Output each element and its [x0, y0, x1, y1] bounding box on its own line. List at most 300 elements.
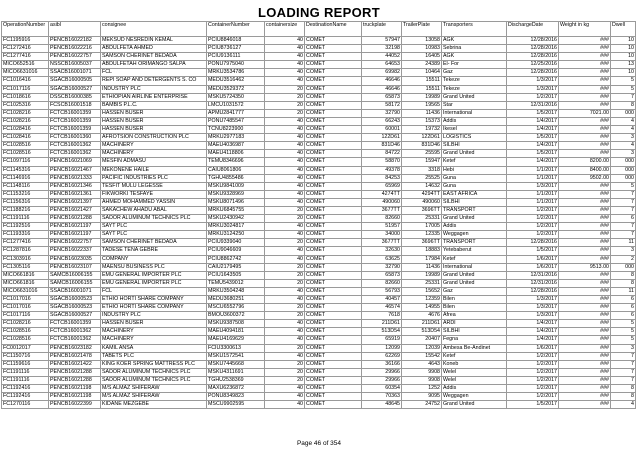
table-cell: 56793 — [362, 287, 402, 295]
table-cell: 12/28/2016 — [507, 287, 559, 295]
table-cell: 3 — [611, 344, 636, 352]
table-cell: 40 — [265, 328, 305, 336]
table-cell: COMET — [305, 198, 362, 206]
table-cell: 4274TT — [362, 190, 402, 198]
table-cell: MACHINERY — [101, 336, 207, 344]
table-cell: International — [442, 263, 507, 271]
table-cell: 10 — [611, 69, 636, 77]
table-cell: KAMIL ANSA — [101, 344, 207, 352]
table-row — [2, 296, 636, 304]
table-cell: ### — [559, 142, 611, 150]
table-cell: 20 — [265, 263, 305, 271]
table-cell: PACIFIC INDUSTRIES PLC — [101, 174, 207, 182]
table-cell: FC0012017 — [2, 344, 49, 352]
table-cell: COMET — [305, 320, 362, 328]
table-cell: BMOU3600372 — [207, 312, 265, 320]
table-row — [2, 182, 636, 190]
table-cell: FC1017116 — [2, 85, 49, 93]
column-header: Transporters — [442, 22, 507, 37]
table-cell: HASSEN BUSER — [101, 126, 207, 134]
table-cell: 25331 — [402, 279, 442, 287]
table-cell: 12/25/2016 — [507, 61, 559, 69]
table-cell: 14955 — [402, 304, 442, 312]
table-cell: 40 — [265, 223, 305, 231]
table-cell: 15511 — [402, 85, 442, 93]
table-cell: FCTCB16001362 — [49, 328, 101, 336]
column-header: asibl — [49, 22, 101, 37]
table-cell: MSKU4311691 — [207, 368, 265, 376]
table-cell: ### — [559, 45, 611, 53]
table-cell: 8400.00 — [559, 166, 611, 174]
table-cell: COMET — [305, 150, 362, 158]
table-cell: 6 — [611, 312, 636, 320]
table-cell: 40 — [265, 401, 305, 409]
table-cell: ### — [559, 37, 611, 45]
table-cell: M/S ALMAZ SHIFERAW — [101, 385, 207, 393]
table-cell: PENCB16022757 — [49, 53, 101, 61]
table-cell: 1/3/2017 — [507, 312, 559, 320]
table-cell: PENCB16021069 — [49, 158, 101, 166]
table-cell: MEDU3516462 — [207, 77, 265, 85]
table-cell: FCIU3300613 — [207, 344, 265, 352]
table-cell: FC1097116 — [2, 158, 49, 166]
table-cell: EAST AFRICA — [442, 190, 507, 198]
table-cell: 000 — [611, 109, 636, 117]
table-row — [2, 69, 636, 77]
table-cell: MACHINERY — [101, 142, 207, 150]
table-cell: 40 — [265, 287, 305, 295]
table-cell: MAEU4036987 — [207, 142, 265, 150]
table-cell: PENCB16022216 — [49, 45, 101, 53]
table-cell: FC1028516 — [2, 336, 49, 344]
table-cell: ### — [559, 401, 611, 409]
table-cell: PENCB16021333 — [49, 174, 101, 182]
table-cell: ### — [559, 296, 611, 304]
column-header: OperationNumber — [2, 22, 49, 37]
table-cell: 8 — [611, 385, 636, 393]
table-row — [2, 336, 636, 344]
table-row — [2, 150, 636, 158]
table-cell: COMET — [305, 93, 362, 101]
table-cell: FCL — [101, 287, 207, 295]
table-cell: COMET — [305, 190, 362, 198]
table-cell: FC1017016 — [2, 304, 49, 312]
table-cell: ### — [559, 69, 611, 77]
table-cell: 65873 — [362, 271, 402, 279]
table-cell: 40 — [265, 150, 305, 158]
table-cell: ### — [559, 53, 611, 61]
table-cell: 13058 — [402, 37, 442, 45]
table-cell: 1/2/2017 — [507, 223, 559, 231]
table-row — [2, 271, 636, 279]
table-cell: 1/5/2017 — [507, 134, 559, 142]
table-cell: 4676 — [402, 312, 442, 320]
table-row — [2, 45, 636, 53]
table-cell: FC1192416 — [2, 393, 49, 401]
table-cell: 490060 — [402, 198, 442, 206]
table-cell: PENCB16021467 — [49, 166, 101, 174]
table-cell: PONU7975040 — [207, 61, 265, 69]
table-cell: 7021.00 — [559, 109, 611, 117]
table-cell: FC1018616 — [2, 93, 49, 101]
table-cell: 14632 — [402, 182, 442, 190]
table-cell: PENCB16022757 — [49, 239, 101, 247]
table-cell: SGACB16000505 — [49, 77, 101, 85]
table-cell: ### — [559, 198, 611, 206]
table-cell: 44052 — [362, 53, 402, 61]
table-row — [2, 385, 636, 393]
table-cell: COMET — [305, 109, 362, 117]
table-cell: MAEU4094181 — [207, 328, 265, 336]
table-cell: TRANSPORT — [442, 239, 507, 247]
table-cell: PENCB16021397 — [49, 198, 101, 206]
table-cell: MRKU3504248 — [207, 287, 265, 295]
table-cell: 1/4/2017 — [507, 320, 559, 328]
table-cell: 40 — [265, 53, 305, 61]
table-cell: Ketef — [442, 352, 507, 360]
table-cell: FC1188216 — [2, 206, 49, 214]
table-cell: 46646 — [362, 85, 402, 93]
table-cell: 19732 — [402, 126, 442, 134]
table-cell: ### — [559, 85, 611, 93]
table-cell: COMET — [305, 393, 362, 401]
table-cell: COMET — [305, 368, 362, 376]
table-cell: COMET — [305, 231, 362, 239]
table-cell: Ketef — [442, 158, 507, 166]
table-cell: MSKU7445668 — [207, 360, 265, 368]
table-cell: Grand United — [442, 215, 507, 223]
table-cell: 12/28/2016 — [507, 37, 559, 45]
table-cell: 40 — [265, 117, 305, 125]
table-cell: FC1028516 — [2, 150, 49, 158]
table-cell: 19989 — [402, 93, 442, 101]
table-cell: FC1028216 — [2, 109, 49, 117]
table-cell: PCIU9136111 — [207, 53, 265, 61]
table-cell: ### — [559, 344, 611, 352]
table-cell: COMET — [305, 61, 362, 69]
table-cell: 20 — [265, 271, 305, 279]
table-cell: 11 — [611, 239, 636, 247]
table-cell: 10983 — [402, 45, 442, 53]
table-cell: 15511 — [402, 77, 442, 85]
table-cell: 12359 — [402, 296, 442, 304]
table-row — [2, 101, 636, 109]
table-cell: COMET — [305, 385, 362, 393]
table-row — [2, 53, 636, 61]
table-cell: 20 — [265, 239, 305, 247]
table-cell: 1/3/2017 — [507, 182, 559, 190]
table-cell: MSKU1572541 — [207, 352, 265, 360]
table-cell: 211D61 — [362, 320, 402, 328]
column-header: TrailerPlate — [402, 22, 442, 37]
table-cell: 32790 — [362, 109, 402, 117]
table-cell: 1/6/2017 — [507, 263, 559, 271]
table-cell: MRKU3124250 — [207, 231, 265, 239]
table-cell: FC1016416 — [2, 77, 49, 85]
table-row — [2, 393, 636, 401]
table-cell: FCTCB16001359 — [49, 320, 101, 328]
table-cell: Grand United — [442, 401, 507, 409]
table-cell: PCIU8736127 — [207, 45, 265, 53]
table-cell: 12/28/2016 — [507, 69, 559, 77]
table-cell: 66243 — [362, 117, 402, 125]
table-cell: TADESE TENA GEBRE — [101, 247, 207, 255]
table-cell: COMET — [305, 401, 362, 409]
table-cell: 11436 — [402, 263, 442, 271]
table-cell: 1/1/2017 — [507, 198, 559, 206]
table-cell: ### — [559, 336, 611, 344]
table-cell: PENCB16022337 — [49, 247, 101, 255]
table-cell: SILBHI — [442, 142, 507, 150]
table-cell: 7 — [611, 376, 636, 384]
table-cell: REPI SOAP AND DETERGENTS S. CO — [101, 77, 207, 85]
table-cell: 29966 — [362, 368, 402, 376]
table-cell: FC1028516 — [2, 328, 49, 336]
table-cell: 12/31/2016 — [507, 279, 559, 287]
table-cell: 1/4/2017 — [507, 158, 559, 166]
table-cell: 831D46 — [402, 142, 442, 150]
table-cell: 15652 — [402, 287, 442, 295]
table-cell: 3677TT — [362, 239, 402, 247]
table-cell: CAIU2179495 — [207, 263, 265, 271]
table-cell: Guna — [442, 174, 507, 182]
table-cell: 29966 — [362, 376, 402, 384]
table-cell: 000 — [611, 166, 636, 174]
table-cell: 1/2/2017 — [507, 93, 559, 101]
table-row — [2, 61, 636, 69]
table-cell: 8 — [611, 101, 636, 109]
table-cell: PENCB16021478 — [49, 352, 101, 360]
table-cell: ### — [559, 255, 611, 263]
table-cell: 10 — [611, 53, 636, 61]
table-cell: ### — [559, 271, 611, 279]
table-cell: 40 — [265, 182, 305, 190]
table-cell: FC1148116 — [2, 182, 49, 190]
table-cell: MSKU5724350 — [207, 93, 265, 101]
table-cell: ### — [559, 287, 611, 295]
table-cell: COMET — [305, 45, 362, 53]
table-cell: 10 — [611, 45, 636, 53]
table-cell: 40 — [265, 37, 305, 45]
table-cell: FC1028516 — [2, 142, 49, 150]
table-cell: 40 — [265, 126, 305, 134]
table-cell: ABDULFETA AHMED — [101, 45, 207, 53]
table-cell: 84722 — [362, 150, 402, 158]
table-cell: COMET — [305, 312, 362, 320]
table-cell: FC1145316 — [2, 166, 49, 174]
table-cell: LOGISTICS — [442, 134, 507, 142]
table-cell: 10464 — [402, 69, 442, 77]
table-cell: FCL — [101, 69, 207, 77]
table-cell: 1/3/2017 — [507, 85, 559, 93]
table-cell: 9908 — [402, 368, 442, 376]
table-cell: 20 — [265, 206, 305, 214]
table-cell: International — [442, 109, 507, 117]
table-cell: PENCB16023107 — [49, 263, 101, 271]
table-cell: PENCB16021427 — [49, 206, 101, 214]
table-cell: COMET — [305, 53, 362, 61]
table-cell: 1/4/2017 — [507, 117, 559, 125]
table-cell: 46646 — [362, 77, 402, 85]
table-cell: COMET — [305, 376, 362, 384]
table-cell: 17005 — [402, 223, 442, 231]
table-cell: FC1150716 — [2, 352, 49, 360]
table-row — [2, 174, 636, 182]
table-row — [2, 255, 636, 263]
table-cell: FCTCB16001359 — [49, 126, 101, 134]
table-cell: 40 — [265, 320, 305, 328]
table-cell: COMET — [305, 239, 362, 247]
table-cell: FC1191116 — [2, 215, 49, 223]
table-cell: Grand United — [442, 150, 507, 158]
table-cell: 11436 — [402, 109, 442, 117]
table-cell: 20 — [265, 101, 305, 109]
table-cell: 20 — [265, 360, 305, 368]
table-cell: KING KOER SPRING MATTRESS PLC — [101, 360, 207, 368]
table-cell: Grand United — [442, 271, 507, 279]
table-cell: 15542 — [402, 352, 442, 360]
table-cell: TEMU5439012 — [207, 279, 265, 287]
table-cell: FC1025316 — [2, 101, 49, 109]
table-cell: MEDU3529372 — [207, 85, 265, 93]
table-cell: 62269 — [362, 352, 402, 360]
table-cell: 7 — [611, 368, 636, 376]
table-cell: 40 — [265, 61, 305, 69]
table-cell: 10 — [611, 37, 636, 45]
table-cell: TABETS PLC — [101, 352, 207, 360]
table-cell: ### — [559, 247, 611, 255]
table-cell: 1/2/2017 — [507, 360, 559, 368]
table-cell: 40 — [265, 231, 305, 239]
table-cell: ### — [559, 61, 611, 69]
table-cell: ### — [559, 117, 611, 125]
table-cell: 19565 — [402, 101, 442, 109]
table-cell: PCIU8846018 — [207, 37, 265, 45]
table-cell: 7 — [611, 206, 636, 214]
table-cell: AFROTSION CONSTRUCTION PLC — [101, 134, 207, 142]
table-cell: 40 — [265, 45, 305, 53]
table-cell: 57947 — [362, 37, 402, 45]
table-cell: Ambesa Be-Andinet — [442, 344, 507, 352]
table-cell: MEDU3680251 — [207, 296, 265, 304]
table-cell: FCTCB16001359 — [49, 117, 101, 125]
table-cell: 63625 — [362, 255, 402, 263]
table-cell: ### — [559, 239, 611, 247]
table-cell: Gaz — [442, 69, 507, 77]
table-cell: 7 — [611, 190, 636, 198]
table-cell: PENCB16021198 — [49, 385, 101, 393]
table-cell: Sebrina — [442, 45, 507, 53]
table-cell: ### — [559, 182, 611, 190]
table-cell: COMET — [305, 352, 362, 360]
table-cell: 46574 — [362, 304, 402, 312]
column-header: DestinationName — [305, 22, 362, 37]
table-cell: 12/28/2016 — [507, 45, 559, 53]
table-cell: PENCB16021197 — [49, 231, 101, 239]
table-cell: TRANSPORT — [442, 206, 507, 214]
table-cell: 211D61 — [402, 320, 442, 328]
table-cell: 7 — [611, 198, 636, 206]
table-cell: 9513.00 — [559, 263, 611, 271]
table-cell: ### — [559, 352, 611, 360]
table-cell: PONU7485547 — [207, 117, 265, 125]
table-cell: SADOR ALUMINUM TECHNICS PLC — [101, 368, 207, 376]
table-cell: 12/28/2016 — [507, 239, 559, 247]
table-cell: ABDULFETAH ORIMANGO SALPA — [101, 61, 207, 69]
column-header: containersize — [265, 22, 305, 37]
table-cell: COMET — [305, 255, 362, 263]
table-cell: LMCU1031572 — [207, 101, 265, 109]
table-cell: 70363 — [362, 393, 402, 401]
table-cell: SAYT PLC — [101, 223, 207, 231]
table-cell: Tekeze — [442, 85, 507, 93]
table-cell: 12/31/2016 — [507, 101, 559, 109]
table-cell: PENCB16021346 — [49, 182, 101, 190]
table-cell: 1/2/2017 — [507, 376, 559, 384]
table-cell: 19989 — [402, 271, 442, 279]
table-cell: 20 — [265, 312, 305, 320]
table-cell: 20407 — [402, 336, 442, 344]
table-cell: Weggagen — [442, 393, 507, 401]
table-row — [2, 206, 636, 214]
table-cell: 20 — [265, 304, 305, 312]
table-cell: COMET — [305, 166, 362, 174]
column-header: DischargeDate — [507, 22, 559, 37]
table-cell: PENCB16021288 — [49, 215, 101, 223]
table-cell: 1/5/2017 — [507, 401, 559, 409]
table-cell: 8 — [611, 279, 636, 287]
table-cell: Grand United — [442, 93, 507, 101]
table-cell: COMET — [305, 69, 362, 77]
table-cell: 32630 — [362, 247, 402, 255]
table-cell: 3696TT — [402, 239, 442, 247]
table-cell: 122D61 — [402, 134, 442, 142]
table-cell: 1/5/2017 — [507, 109, 559, 117]
table-cell: 25331 — [402, 215, 442, 223]
table-cell: MSKU8071496 — [207, 198, 265, 206]
table-row — [2, 360, 636, 368]
table-row — [2, 93, 636, 101]
table-cell: 1/2/2017 — [507, 215, 559, 223]
table-cell: 1252 — [402, 385, 442, 393]
table-cell: ### — [559, 231, 611, 239]
table-cell: BAMBIS P.L.C. — [101, 101, 207, 109]
table-cell: COMET — [305, 215, 362, 223]
table-cell: ### — [559, 190, 611, 198]
table-cell: 5 — [611, 328, 636, 336]
table-cell: AGK — [442, 53, 507, 61]
table-cell: ### — [559, 393, 611, 401]
table-cell: 65919 — [362, 336, 402, 344]
table-cell: PENCB16021361 — [49, 190, 101, 198]
table-cell: 5 — [611, 336, 636, 344]
table-cell: PCIU1643505 — [207, 271, 265, 279]
table-cell: 1/1/2017 — [507, 174, 559, 182]
table-row — [2, 320, 636, 328]
table-cell: COMET — [305, 134, 362, 142]
table-cell: Afrea — [442, 312, 507, 320]
table-cell: FC1146916 — [2, 174, 49, 182]
table-cell: Addis — [442, 385, 507, 393]
table-cell: 7 — [611, 352, 636, 360]
table-cell: KIDANE MEZGEBE — [101, 401, 207, 409]
table-cell: ### — [559, 93, 611, 101]
table-cell: 490060 — [362, 198, 402, 206]
table-cell: HASSEN BUSER — [101, 117, 207, 125]
table-cell: El- For — [442, 61, 507, 69]
table-cell: 34000 — [362, 231, 402, 239]
table-cell: Welel — [442, 368, 507, 376]
